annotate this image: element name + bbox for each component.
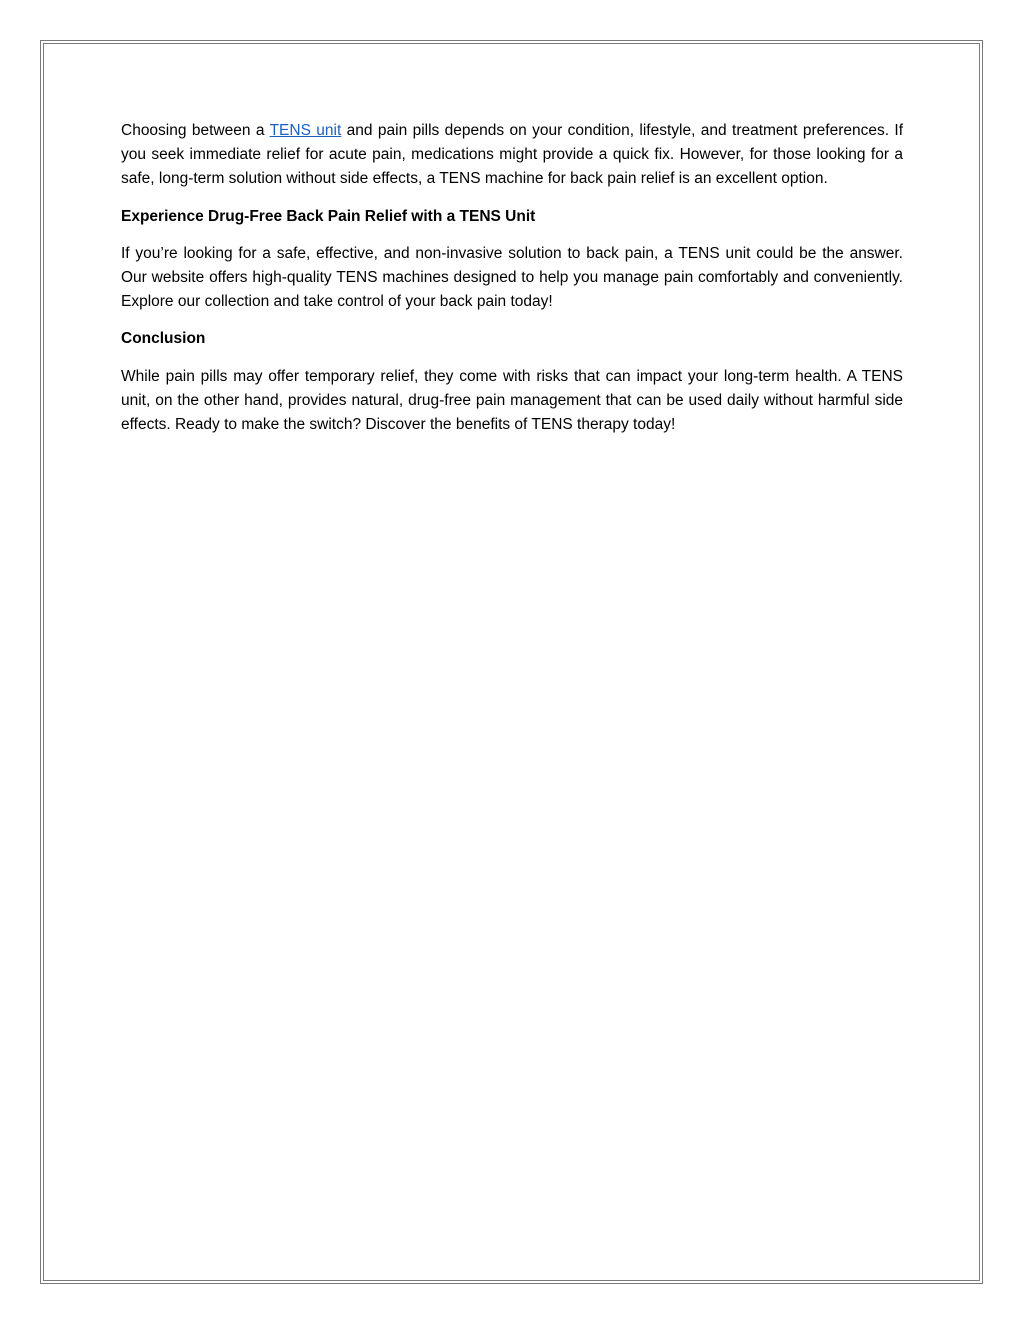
paragraph-intro-rest: and pain pills depends on your condition, lifestyle, and treatment preferences. If you seek immediate relief for acute pain, medications might provide a quick fix. However, for those looking for a safe, long-term solution without side effects, a TENS machine for back pain relief is an excellent option.: [121, 122, 904, 188]
paragraph-drug-free: If you’re looking for a safe, effective, and non-invasive solution to back pain, a TENS unit could be the answer. Our website offers high-quality TENS machines designed to help you manage pain comfortably and conveniently. Explore our collection and take control of your back pain today!: [121, 244, 903, 311]
document-body: [121, 119, 903, 450]
section-heading-drug-free: Experience Drug-Free Back Pain Relief with a TENS Unit: [121, 207, 536, 225]
tens-unit-link[interactable]: TENS unit: [269, 122, 342, 139]
paragraph-intro: [121, 119, 903, 192]
paragraph-intro-lead: Choosing between a: [121, 122, 270, 139]
section-heading-conclusion: Conclusion: [121, 330, 206, 348]
paragraph-conclusion: While pain pills may offer temporary relief, they come with risks that can impact your long-term health. A TENS unit, on the other hand, provides natural, drug-free pain management that can be used daily without harmful side effects. Ready to make the switch? Discover the benefits of TENS therapy today!: [121, 367, 903, 434]
